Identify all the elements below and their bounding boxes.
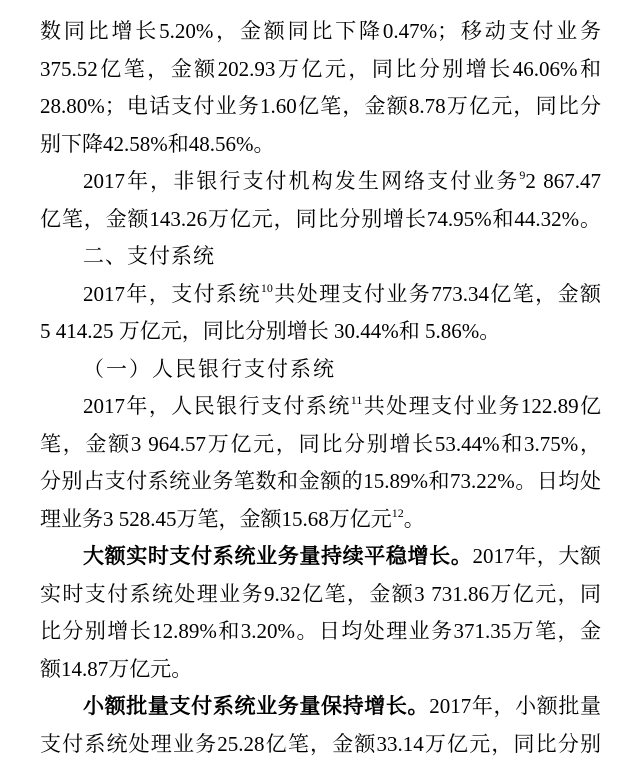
- text-segment: 2017年，支付系统: [83, 281, 261, 306]
- text-segment: 。: [403, 506, 425, 531]
- text-segment: 2017年，人民银行支付系统: [83, 394, 351, 418]
- body-text-line: [40, 426, 601, 464]
- text-segment: 二、支付系统: [83, 245, 215, 268]
- text-segment: 支付系统处理业务25.28亿笔，金额33.14万亿元，同比分别: [40, 731, 601, 756]
- text-segment: 数同比增长5.20%，金额同比下降0.47%；移动支付业务: [40, 19, 601, 43]
- body-text-line: [40, 51, 601, 89]
- emphasis-lead-line: [40, 538, 601, 576]
- text-segment: 2 867.47: [525, 169, 601, 193]
- text-segment: 亿笔，金额143.26万亿元，同比分别增长74.95%和44.32%。: [40, 206, 601, 231]
- body-text-line: [40, 463, 601, 501]
- body-text-line: [40, 613, 601, 651]
- emphasis-lead-line: [40, 688, 601, 726]
- text-segment: 额14.87万亿元。: [40, 656, 193, 681]
- body-text-line: [40, 126, 601, 164]
- body-text-line: [40, 13, 601, 51]
- text-segment: 共处理支付业务122.89亿: [362, 394, 601, 418]
- text-segment: 比分别增长12.89%和3.20%。日均处理业务371.35万笔，金: [40, 619, 601, 643]
- text-segment: 2017年，大额: [472, 544, 601, 568]
- text-segment: 实时支付系统处理业务9.32亿笔，金额3 731.86万亿元，同: [40, 581, 601, 606]
- text-segment: 375.52亿笔，金额202.93万亿元，同比分别增长46.06%和: [40, 56, 601, 81]
- text-segment: 2017年，非银行支付机构发生网络支付业务: [83, 169, 520, 193]
- body-text-line: [40, 576, 601, 614]
- text-segment: 28.80%；电话支付业务1.60亿笔，金额8.78万亿元，同比分: [40, 94, 601, 118]
- footnote-ref: 10: [260, 280, 273, 295]
- footnote-ref: 11: [350, 393, 363, 407]
- text-segment: 小额批量支付系统业务量保持增长。: [83, 695, 430, 718]
- body-text-line: [40, 651, 601, 689]
- text-segment: 别下降42.58%和48.56%。: [40, 131, 275, 156]
- body-text-line: [40, 88, 601, 126]
- text-segment: 5 414.25 万亿元，同比分别增长 30.44%和 5.86%。: [40, 319, 501, 343]
- body-text-line: [40, 201, 601, 239]
- body-text-line: [40, 163, 601, 201]
- text-segment: 共处理支付业务773.34亿笔，金额: [272, 281, 601, 306]
- text-segment: 理业务3 528.45万笔，金额15.68万亿元: [40, 506, 392, 531]
- body-text-line: [40, 501, 601, 539]
- text-segment: 分别占支付系统业务笔数和金额的15.89%和73.22%。日均处: [40, 469, 601, 493]
- body-text-line: [40, 313, 601, 351]
- text-segment: 笔，金额3 964.57万亿元，同比分别增长53.44%和3.75%，: [40, 431, 601, 456]
- body-text-line: [40, 388, 601, 426]
- text-segment: 2017年，小额批量: [429, 694, 601, 718]
- subsection-heading: [40, 351, 601, 389]
- text-segment: （一）人民银行支付系统: [83, 356, 336, 381]
- body-text-line: [40, 276, 601, 314]
- footnote-ref: 12: [391, 505, 404, 520]
- text-segment: 大额实时支付系统业务量持续平稳增长。: [83, 545, 473, 568]
- footnote-ref: 9: [519, 168, 526, 182]
- document-body: [40, 13, 601, 763]
- body-text-line: [40, 726, 601, 764]
- section-heading: [40, 238, 601, 276]
